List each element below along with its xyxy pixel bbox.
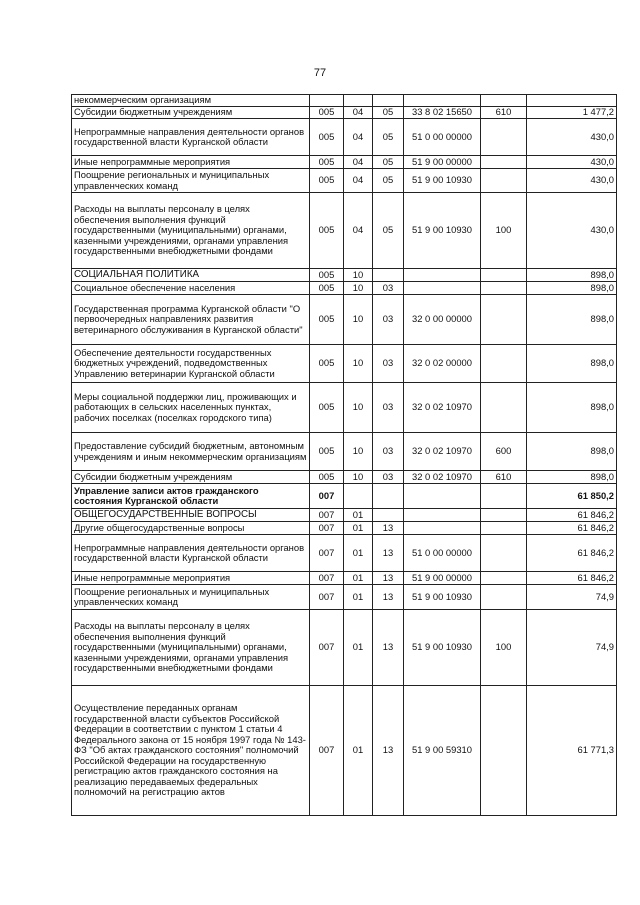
cell-amount: 1 477,2 xyxy=(527,107,617,119)
cell-ministry-code: 007 xyxy=(310,610,344,686)
cell-expense-type xyxy=(481,383,527,433)
cell-name: Осуществление переданных органам государственной власти субъектов Российской Федерации в соответствии с пунктом 1 статьи 4 Федерального закона от 15 ноября 1997 года № 143-ФЗ "Об актах гражданского состояния" полномочий Российской Федерации на государственную регистрацию актов гражданского состояния на реализацию передаваемых федеральных полномочий на регистрацию актов xyxy=(72,686,310,816)
cell-expense-type xyxy=(481,484,527,509)
cell-expense-type xyxy=(481,572,527,585)
cell-name: некоммерческим организациям xyxy=(72,95,310,107)
table-row xyxy=(72,535,617,572)
cell-amount: 430,0 xyxy=(527,119,617,156)
cell-amount: 430,0 xyxy=(527,169,617,193)
cell-expense-type xyxy=(481,585,527,610)
cell-name: Государственная программа Курганской области "О первоочередных направлениях развития ветеринарного обслуживания в Курганской области" xyxy=(72,295,310,345)
cell-name: Расходы на выплаты персоналу в целях обеспечения выполнения функций государственными (муниципальными) органами, казенными учреждениями, органами управления государственными внебюджетными фондами xyxy=(72,193,310,269)
cell-ministry-code: 005 xyxy=(310,156,344,169)
cell-amount: 430,0 xyxy=(527,193,617,269)
cell-name: Поощрение региональных и муниципальных управленческих команд xyxy=(72,585,310,610)
table-row xyxy=(72,295,617,345)
cell-section-code: 01 xyxy=(344,535,373,572)
cell-ministry-code: 005 xyxy=(310,383,344,433)
budget-table xyxy=(71,94,617,816)
cell-subsection-code xyxy=(373,269,404,282)
cell-ministry-code: 007 xyxy=(310,509,344,522)
table-row xyxy=(72,156,617,169)
cell-section-code: 10 xyxy=(344,471,373,484)
cell-amount: 74,9 xyxy=(527,610,617,686)
cell-amount: 61 846,2 xyxy=(527,535,617,572)
cell-ministry-code: 005 xyxy=(310,169,344,193)
cell-ministry-code: 005 xyxy=(310,119,344,156)
cell-target-article: 32 0 02 10970 xyxy=(404,383,481,433)
cell-target-article: 51 9 00 10930 xyxy=(404,585,481,610)
cell-amount: 61 846,2 xyxy=(527,509,617,522)
cell-expense-type: 610 xyxy=(481,471,527,484)
cell-section-code: 01 xyxy=(344,585,373,610)
cell-name: Поощрение региональных и муниципальных управленческих команд xyxy=(72,169,310,193)
cell-target-article: 51 0 00 00000 xyxy=(404,119,481,156)
cell-amount: 61 846,2 xyxy=(527,572,617,585)
cell-ministry-code: 005 xyxy=(310,193,344,269)
cell-ministry-code: 005 xyxy=(310,345,344,383)
cell-subsection-code: 05 xyxy=(373,169,404,193)
cell-section-code: 10 xyxy=(344,345,373,383)
cell-section-code xyxy=(344,484,373,509)
table-row xyxy=(72,383,617,433)
cell-target-article: 32 0 02 00000 xyxy=(404,345,481,383)
cell-target-article xyxy=(404,522,481,535)
cell-target-article: 32 0 00 00000 xyxy=(404,295,481,345)
cell-ministry-code: 005 xyxy=(310,269,344,282)
cell-target-article: 32 0 02 10970 xyxy=(404,471,481,484)
cell-section-code: 01 xyxy=(344,610,373,686)
table-row xyxy=(72,572,617,585)
cell-ministry-code: 007 xyxy=(310,572,344,585)
cell-amount: 74,9 xyxy=(527,585,617,610)
cell-section-code: 04 xyxy=(344,119,373,156)
cell-subsection-code: 13 xyxy=(373,572,404,585)
cell-ministry-code: 005 xyxy=(310,282,344,295)
cell-name: ОБЩЕГОСУДАРСТВЕННЫЕ ВОПРОСЫ xyxy=(72,509,310,522)
cell-expense-type xyxy=(481,95,527,107)
table-row xyxy=(72,95,617,107)
cell-name: Обеспечение деятельности государственных бюджетных учреждений, подведомственных Управлению ветеринарии Курганской области xyxy=(72,345,310,383)
table-row xyxy=(72,107,617,119)
cell-name: Предоставление субсидий бюджетным, автономным учреждениям и иным некоммерческим организациям xyxy=(72,433,310,471)
cell-name: Социальное обеспечение населения xyxy=(72,282,310,295)
cell-subsection-code: 13 xyxy=(373,522,404,535)
page-number: 77 xyxy=(313,67,327,79)
table-row xyxy=(72,269,617,282)
cell-ministry-code: 007 xyxy=(310,484,344,509)
cell-section-code: 01 xyxy=(344,509,373,522)
cell-amount: 898,0 xyxy=(527,345,617,383)
cell-ministry-code: 007 xyxy=(310,522,344,535)
cell-amount: 898,0 xyxy=(527,282,617,295)
cell-section-code: 10 xyxy=(344,433,373,471)
table-row xyxy=(72,345,617,383)
table-row xyxy=(72,522,617,535)
cell-name: Управление записи актов гражданского состояния Курганской области xyxy=(72,484,310,509)
cell-section-code: 10 xyxy=(344,295,373,345)
cell-section-code: 04 xyxy=(344,156,373,169)
cell-subsection-code xyxy=(373,509,404,522)
cell-name: Меры социальной поддержки лиц, проживающих и работающих в сельских населенных пунктах, рабочих поселках (поселках городского типа) xyxy=(72,383,310,433)
cell-target-article: 51 9 00 00000 xyxy=(404,156,481,169)
cell-amount xyxy=(527,95,617,107)
cell-subsection-code: 13 xyxy=(373,686,404,816)
cell-expense-type: 610 xyxy=(481,107,527,119)
cell-section-code: 10 xyxy=(344,383,373,433)
cell-ministry-code: 007 xyxy=(310,585,344,610)
cell-section-code: 01 xyxy=(344,522,373,535)
cell-expense-type: 100 xyxy=(481,610,527,686)
cell-ministry-code xyxy=(310,95,344,107)
cell-amount: 898,0 xyxy=(527,269,617,282)
cell-subsection-code: 03 xyxy=(373,433,404,471)
cell-name: Субсидии бюджетным учреждениям xyxy=(72,107,310,119)
cell-amount: 61 771,3 xyxy=(527,686,617,816)
cell-subsection-code: 05 xyxy=(373,119,404,156)
table-row xyxy=(72,471,617,484)
cell-expense-type xyxy=(481,295,527,345)
cell-expense-type: 600 xyxy=(481,433,527,471)
cell-expense-type xyxy=(481,345,527,383)
cell-ministry-code: 005 xyxy=(310,295,344,345)
cell-amount: 898,0 xyxy=(527,471,617,484)
cell-subsection-code: 05 xyxy=(373,107,404,119)
table-row xyxy=(72,610,617,686)
cell-subsection-code: 03 xyxy=(373,471,404,484)
cell-expense-type: 100 xyxy=(481,193,527,269)
cell-expense-type xyxy=(481,686,527,816)
cell-section-code: 04 xyxy=(344,107,373,119)
cell-target-article xyxy=(404,269,481,282)
cell-subsection-code: 03 xyxy=(373,295,404,345)
cell-name: Непрограммные направления деятельности органов государственной власти Курганской области xyxy=(72,119,310,156)
cell-subsection-code: 13 xyxy=(373,535,404,572)
cell-expense-type xyxy=(481,169,527,193)
table-row xyxy=(72,433,617,471)
cell-subsection-code: 03 xyxy=(373,345,404,383)
table-row xyxy=(72,169,617,193)
table-row xyxy=(72,282,617,295)
cell-subsection-code: 05 xyxy=(373,156,404,169)
cell-ministry-code: 005 xyxy=(310,471,344,484)
cell-target-article: 32 0 02 10970 xyxy=(404,433,481,471)
table-row xyxy=(72,509,617,522)
table-row xyxy=(72,193,617,269)
cell-target-article: 51 9 00 59310 xyxy=(404,686,481,816)
cell-subsection-code: 03 xyxy=(373,383,404,433)
cell-target-article: 51 9 00 00000 xyxy=(404,572,481,585)
cell-name: Непрограммные направления деятельности органов государственной власти Курганской области xyxy=(72,535,310,572)
cell-target-article: 51 9 00 10930 xyxy=(404,169,481,193)
cell-expense-type xyxy=(481,282,527,295)
table-row xyxy=(72,119,617,156)
cell-expense-type xyxy=(481,269,527,282)
cell-name: Иные непрограммные мероприятия xyxy=(72,156,310,169)
cell-target-article xyxy=(404,484,481,509)
cell-expense-type xyxy=(481,535,527,572)
table-row xyxy=(72,484,617,509)
cell-ministry-code: 007 xyxy=(310,686,344,816)
cell-section-code: 04 xyxy=(344,193,373,269)
cell-section-code: 10 xyxy=(344,269,373,282)
cell-section-code: 01 xyxy=(344,572,373,585)
cell-name: Расходы на выплаты персоналу в целях обеспечения выполнения функций государственными (муниципальными) органами, казенными учреждениями, органами управления государственными внебюджетными фондами xyxy=(72,610,310,686)
table-row xyxy=(72,686,617,816)
cell-expense-type xyxy=(481,156,527,169)
cell-name: Другие общегосударственные вопросы xyxy=(72,522,310,535)
cell-subsection-code xyxy=(373,484,404,509)
cell-section-code: 10 xyxy=(344,282,373,295)
cell-expense-type xyxy=(481,119,527,156)
cell-name: Субсидии бюджетным учреждениям xyxy=(72,471,310,484)
cell-subsection-code xyxy=(373,95,404,107)
cell-expense-type xyxy=(481,522,527,535)
cell-target-article: 51 9 00 10930 xyxy=(404,610,481,686)
cell-subsection-code: 13 xyxy=(373,610,404,686)
cell-ministry-code: 005 xyxy=(310,107,344,119)
cell-subsection-code: 05 xyxy=(373,193,404,269)
cell-section-code: 01 xyxy=(344,686,373,816)
cell-target-article: 33 8 02 15650 xyxy=(404,107,481,119)
cell-subsection-code: 03 xyxy=(373,282,404,295)
cell-amount: 898,0 xyxy=(527,295,617,345)
cell-amount: 898,0 xyxy=(527,383,617,433)
cell-name: СОЦИАЛЬНАЯ ПОЛИТИКА xyxy=(72,269,310,282)
cell-target-article xyxy=(404,282,481,295)
cell-section-code: 04 xyxy=(344,169,373,193)
table-row xyxy=(72,585,617,610)
cell-amount: 430,0 xyxy=(527,156,617,169)
cell-amount: 61 846,2 xyxy=(527,522,617,535)
cell-ministry-code: 005 xyxy=(310,433,344,471)
cell-target-article: 51 0 00 00000 xyxy=(404,535,481,572)
budget-table-body xyxy=(72,95,617,816)
cell-expense-type xyxy=(481,509,527,522)
cell-subsection-code: 13 xyxy=(373,585,404,610)
cell-section-code xyxy=(344,95,373,107)
cell-target-article: 51 9 00 10930 xyxy=(404,193,481,269)
cell-amount: 61 850,2 xyxy=(527,484,617,509)
cell-amount: 898,0 xyxy=(527,433,617,471)
cell-target-article xyxy=(404,509,481,522)
cell-target-article xyxy=(404,95,481,107)
cell-ministry-code: 007 xyxy=(310,535,344,572)
cell-name: Иные непрограммные мероприятия xyxy=(72,572,310,585)
